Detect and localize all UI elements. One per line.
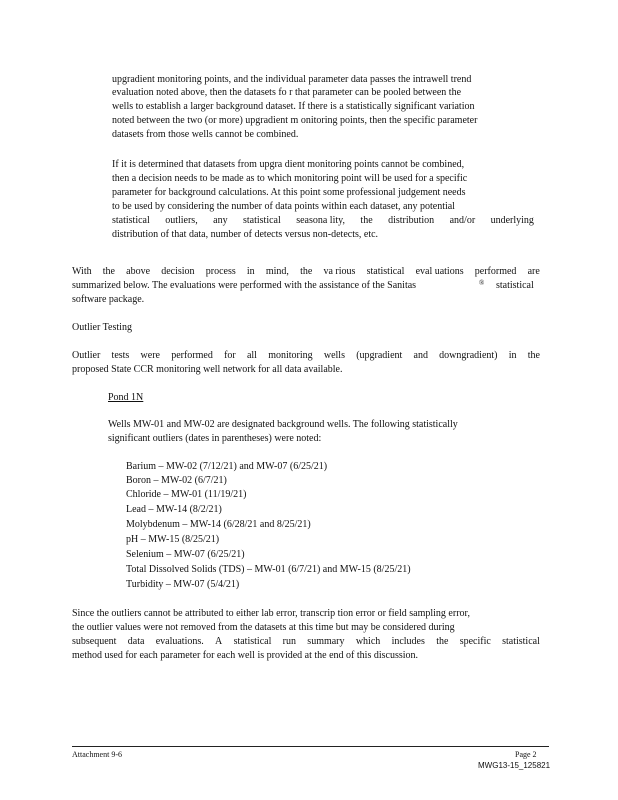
- list-item: pH – MW-15 (8/25/21): [126, 534, 220, 545]
- word: statistical: [366, 266, 405, 277]
- word: in: [246, 266, 255, 277]
- word: the: [360, 215, 373, 226]
- word: downgradient): [439, 350, 498, 361]
- text-line: to be used by considering the number of data points within each dataset, any potential: [112, 201, 455, 212]
- word: distribution: [388, 215, 435, 226]
- footer-page-number: Page 2: [515, 750, 537, 759]
- subsection-heading: Pond 1N: [108, 392, 144, 403]
- word: above: [126, 266, 151, 277]
- list-item: Lead – MW-14 (8/2/21): [126, 504, 222, 515]
- word: the: [102, 266, 115, 277]
- word: process: [205, 266, 236, 277]
- word: subsequent: [72, 636, 117, 647]
- word: monitoring: [268, 350, 313, 361]
- word: mind,: [265, 266, 289, 277]
- word: specific: [459, 636, 491, 647]
- word: includes: [391, 636, 425, 647]
- list-item: Turbidity – MW-07 (5/4/21): [126, 579, 240, 590]
- word: and: [413, 350, 428, 361]
- footer-attachment: Attachment 9-6: [72, 750, 122, 759]
- word: underlying: [490, 215, 534, 226]
- list-item: Selenium – MW-07 (6/25/21): [126, 549, 245, 560]
- word: statistical: [112, 215, 150, 226]
- text-line: Since the outliers cannot be attributed to either lab error, transcrip tion error or field sampling error,: [72, 608, 470, 619]
- word: A: [215, 636, 223, 647]
- list-item: Total Dissolved Solids (TDS) – MW-01 (6/7/21) and MW-15 (8/25/21): [126, 564, 411, 575]
- text-line: proposed State CCR monitoring well network for all data available.: [72, 364, 343, 375]
- word: va rious: [323, 266, 356, 277]
- word: the: [527, 350, 540, 361]
- text-line: wells to establish a larger background dataset. If there is a statistically significant variation: [112, 101, 475, 112]
- word: wells: [323, 350, 345, 361]
- text-line: parameter for background calculations. At this point some professional judgement needs: [112, 187, 466, 198]
- footer-document-code: MWG13-15_125821: [478, 761, 551, 770]
- text-line: If it is determined that datasets from upgra dient monitoring points cannot be combined,: [112, 159, 465, 170]
- text-line: datasets from those wells cannot be combined.: [112, 129, 299, 140]
- word: are: [527, 266, 540, 277]
- text-line: summarized below. The evaluations were performed with the assistance of the Sanitas: [72, 280, 417, 291]
- text-line: noted between the two (or more) upgradient m onitoring points, then the specific parameter: [112, 115, 478, 126]
- word: were: [140, 350, 160, 361]
- word: (upgradient: [356, 350, 403, 361]
- word: which: [355, 636, 381, 647]
- word: statistical: [502, 636, 540, 647]
- justified-line: [112, 214, 534, 227]
- text-line: Wells MW-01 and MW-02 are designated background wells. The following statistically: [108, 419, 458, 430]
- text-line: software package.: [72, 294, 145, 305]
- list-item: Molybdenum – MW-14 (6/28/21 and 8/25/21): [126, 519, 311, 530]
- word: data: [127, 636, 145, 647]
- justified-line: [72, 635, 540, 648]
- word: the: [436, 636, 449, 647]
- word: statistical: [243, 215, 281, 226]
- list-item: Barium – MW-02 (7/12/21) and MW-07 (6/25/21): [126, 461, 328, 472]
- justified-line: [72, 265, 540, 278]
- word: summary: [307, 636, 345, 647]
- justified-line: [72, 349, 540, 362]
- text-line: distribution of that data, number of detects versus non-detects, etc.: [112, 229, 379, 240]
- registered-mark: ®: [479, 279, 485, 287]
- word: Outlier: [72, 350, 101, 361]
- list-item: Boron – MW-02 (6/7/21): [126, 475, 227, 486]
- word: performed: [171, 350, 213, 361]
- word: for: [224, 350, 236, 361]
- word: tests: [111, 350, 130, 361]
- word: decision: [161, 266, 195, 277]
- list-item: Chloride – MW-01 (11/19/21): [126, 489, 247, 500]
- section-heading: Outlier Testing: [72, 322, 132, 333]
- text-line: method used for each parameter for each well is provided at the end of this discussion.: [72, 650, 419, 661]
- word: evaluations.: [155, 636, 204, 647]
- word: eval uations: [415, 266, 464, 277]
- word: outliers,: [165, 215, 198, 226]
- text-line: upgradient monitoring points, and the individual parameter data passes the intrawell trend: [112, 74, 472, 85]
- word: With: [72, 266, 92, 277]
- text-line: statistical: [496, 280, 534, 291]
- word: and/or: [449, 215, 476, 226]
- word: seasona lity,: [296, 215, 345, 226]
- word: the: [300, 266, 313, 277]
- word: any: [213, 215, 228, 226]
- text-line: the outlier values were not removed from the datasets at this time but may be considered during: [72, 622, 455, 633]
- word: statistical: [233, 636, 272, 647]
- word: in: [508, 350, 517, 361]
- text-line: significant outliers (dates in parentheses) were noted:: [108, 433, 322, 444]
- word: all: [246, 350, 257, 361]
- word: run: [282, 636, 296, 647]
- text-line: then a decision needs to be made as to which monitoring point will be used for a specific: [112, 173, 468, 184]
- text-line: evaluation noted above, then the datasets fo r that parameter can be pooled between the: [112, 87, 462, 98]
- footer-divider: [72, 746, 549, 747]
- word: performed: [474, 266, 517, 277]
